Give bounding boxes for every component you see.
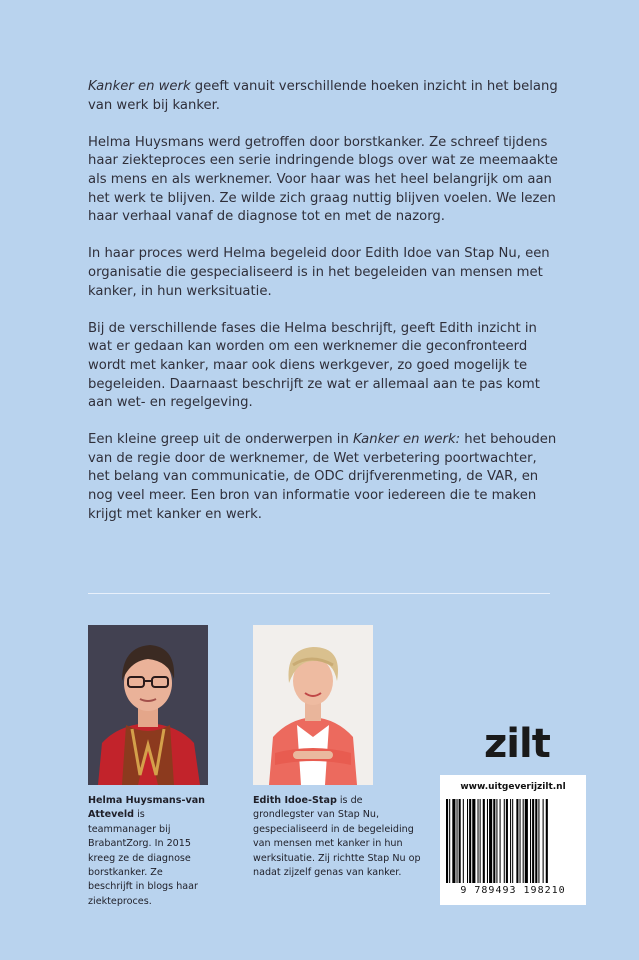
publisher-url: www.uitgeverijzilt.nl [460,782,566,792]
publisher-logo: zilt [484,721,550,767]
book-title-italic: Kanker en werk [88,79,191,94]
blurb-paragraph-2: Helma Huysmans werd getroffen door borstkanker. Ze schreef tijdens haar ziekteproces een serie indringende blogs over wat ze meemaakte als mens en als werknemer. Voor haar was het heel belangrijk om aan het werk te blijven. Ze wilde zich graag nuttig blijven voelen. We lezen haar verhaal vanaf de diagnose tot en met de nazorg. [88,134,558,225]
back-cover-blurb [88,78,558,543]
book-title-italic: Kanker en werk: [353,432,461,448]
barcode-bar [472,799,475,883]
barcode-bar [546,799,548,883]
barcode-bar [520,799,521,883]
blurb-text: Een kleine greep uit de onderwerpen in [88,432,353,448]
barcode-bar [538,799,539,883]
isbn-barcode [446,799,580,883]
barcode-bar [489,799,492,883]
author-name: Helma Huysmans-van Atteveld [88,795,206,821]
author-bio-helma [88,794,208,909]
barcode-bar [463,799,464,883]
blurb-paragraph-4: Bij de verschillende fases die Helma beschrijft, geeft Edith inzicht in wat er gedaan kan worden om een werknemer die geconfronteerd wordt met kanker, maar ook diens werkgever, zo goed mogelijk te begeleiden. Daarnaast beschrijft ze wat er allemaal aan te pas komt aan wet- en regelgeving. [88,320,540,411]
barcode-bar [532,799,534,883]
barcode-bar [504,799,505,883]
barcode-bar [543,799,544,883]
author-photo-helma [88,625,208,785]
barcode-bar [480,799,481,883]
barcode-bar [510,799,511,883]
barcode-panel [440,775,586,905]
blurb-paragraph-3: In haar proces werd Helma begeleid door Edith Idoe van Stap Nu, een organisatie die gespecialiseerd is in het begeleiden van mensen met kanker, in hun werksituatie. [88,246,550,299]
blurb-paragraph-1 [88,78,558,115]
blurb-paragraph-5 [88,431,558,524]
isbn-number: 9 789493 198210 [460,885,566,896]
author-bio-text: is de grondlegster van Stap Nu, gespecialiseerd in de begeleiding van mensen met kanker in hun werksituatie. Zij richtte Stap Nu op nadat zijzelf genas van kanker. [253,795,421,879]
barcode-bar [516,799,518,883]
barcode-bar [523,799,524,883]
barcode-bar [525,799,528,883]
divider [88,593,550,594]
barcode-bar [512,799,513,883]
blurb-text: geeft vanuit verschillende hoeken inzicht in het belang van werk bij kanker. [88,79,558,113]
barcode-bar [449,799,450,883]
barcode-bar [469,799,471,883]
barcode-bar [535,799,537,883]
barcode-bar [500,799,501,883]
barcode-bar [506,799,508,883]
barcode-bar [478,799,479,883]
barcode-bar [487,799,488,883]
barcode-bar [446,799,448,883]
author-bio-text: is teammanager bij BrabantZorg. In 2015 kreeg ze de diagnose borstkanker. Ze beschrijft in blogs haar ziekteproces. [88,809,198,907]
barcode-bar [467,799,468,883]
author-name: Edith Idoe-Stap [253,795,337,806]
barcode-bar [493,799,495,883]
barcode-bar [530,799,531,883]
barcode-bar [483,799,485,883]
barcode-bar [457,799,458,883]
barcode-bar [496,799,497,883]
author-bio-edith [253,794,423,880]
blurb-text: het behouden van de regie door de werknemer, de Wet verbetering poortwachter, het belang van communicatie, de ODC drijfverenmeting, de VAR, en nog veel meer. Een bron van informatie voor iedereen die te maken krijgt met kanker en werk. [88,432,557,522]
author-photo-edith [253,625,373,785]
barcode-bar [452,799,455,883]
barcode-bar [459,799,461,883]
